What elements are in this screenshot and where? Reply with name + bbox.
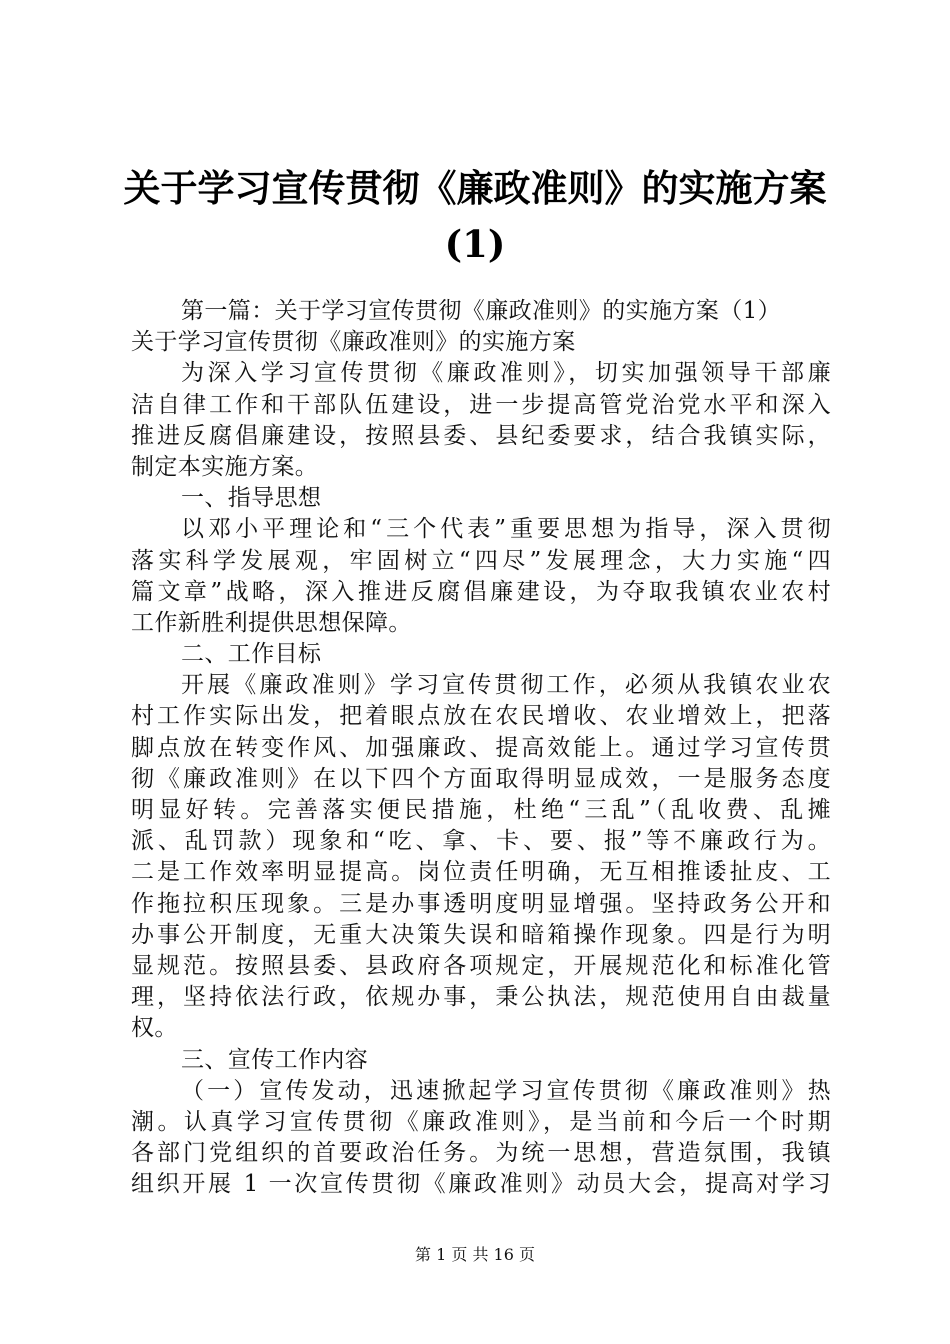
text-line: 彻《廉政准则》在以下四个方面取得明显成效，一是服务态度 bbox=[131, 765, 831, 792]
text-line: 推进反腐倡廉建设，按照县委、县纪委要求，结合我镇实际， bbox=[131, 422, 831, 449]
text-line: 三、宣传工作内容 bbox=[181, 1046, 369, 1073]
text-line: 洁自律工作和干部队伍建设，进一步提高管党治党水平和深入 bbox=[131, 391, 831, 418]
text-line: 理，坚持依法行政，依规办事，秉公执法，规范使用自由裁量 bbox=[131, 984, 831, 1011]
text-line: 开展《廉政准则》学习宣传贯彻工作，必须从我镇农业农 bbox=[181, 672, 831, 699]
text-line: 以邓小平理论和“三个代表”重要思想为指导，深入贯彻 bbox=[181, 516, 831, 543]
text-line: 为深入学习宣传贯彻《廉政准则》，切实加强领导干部廉 bbox=[181, 360, 831, 387]
text-line: 制定本实施方案。 bbox=[131, 453, 319, 480]
text-line: 潮。认真学习宣传贯彻《廉政准则》，是当前和今后一个时期 bbox=[131, 1108, 831, 1135]
text-line: 派、乱罚款）现象和“吃、拿、卡、要、报”等不廉政行为。 bbox=[131, 828, 831, 855]
text-line: 村工作实际出发，把着眼点放在农民增收、农业增效上，把落 bbox=[131, 703, 831, 730]
text-line: （一）宣传发动，迅速掀起学习宣传贯彻《廉政准则》热 bbox=[181, 1077, 831, 1104]
text-line: 各部门党组织的首要政治任务。为统一思想，营造氛围，我镇 bbox=[131, 1140, 831, 1167]
document-body bbox=[131, 296, 831, 1200]
text-line: 落实科学发展观，牢固树立“四尽”发展理念，大力实施“四 bbox=[131, 547, 831, 574]
text-line: 第一篇：关于学习宣传贯彻《廉政准则》的实施方案（1） bbox=[181, 298, 782, 324]
page-footer: 第 1 页 共 16 页 bbox=[415, 1245, 535, 1264]
text-line: 明显好转。完善落实便民措施，杜绝“三乱”（乱收费、乱摊 bbox=[131, 797, 831, 823]
text-line: 权。 bbox=[131, 1015, 178, 1042]
text-line: 作拖拉积压现象。三是办事透明度明显增强。坚持政务公开和 bbox=[131, 890, 831, 917]
text-line: 显规范。按照县委、县政府各项规定，开展规范化和标准化管 bbox=[131, 952, 831, 979]
text-line: 一、指导思想 bbox=[181, 485, 322, 512]
text-line: 二、工作目标 bbox=[181, 641, 322, 668]
text-line: 二是工作效率明显提高。岗位责任明确，无互相推诿扯皮、工 bbox=[131, 859, 831, 886]
text-line: 组织开展 1 一次宣传贯彻《廉政准则》动员大会，提高对学习 bbox=[131, 1171, 831, 1198]
document-title-suffix: (1) bbox=[444, 222, 506, 266]
document-title: 关于学习宣传贯彻《廉政准则》的实施方案 bbox=[123, 166, 827, 210]
text-line: 关于学习宣传贯彻《廉政准则》的实施方案 bbox=[131, 329, 576, 356]
text-line: 办事公开制度，无重大决策失误和暗箱操作现象。四是行为明 bbox=[131, 921, 831, 948]
text-line: 篇文章”战略，深入推进反腐倡廉建设，为夺取我镇农业农村 bbox=[131, 578, 831, 605]
text-line: 脚点放在转变作风、加强廉政、提高效能上。通过学习宣传贯 bbox=[131, 734, 831, 761]
text-line: 工作新胜利提供思想保障。 bbox=[131, 609, 412, 636]
